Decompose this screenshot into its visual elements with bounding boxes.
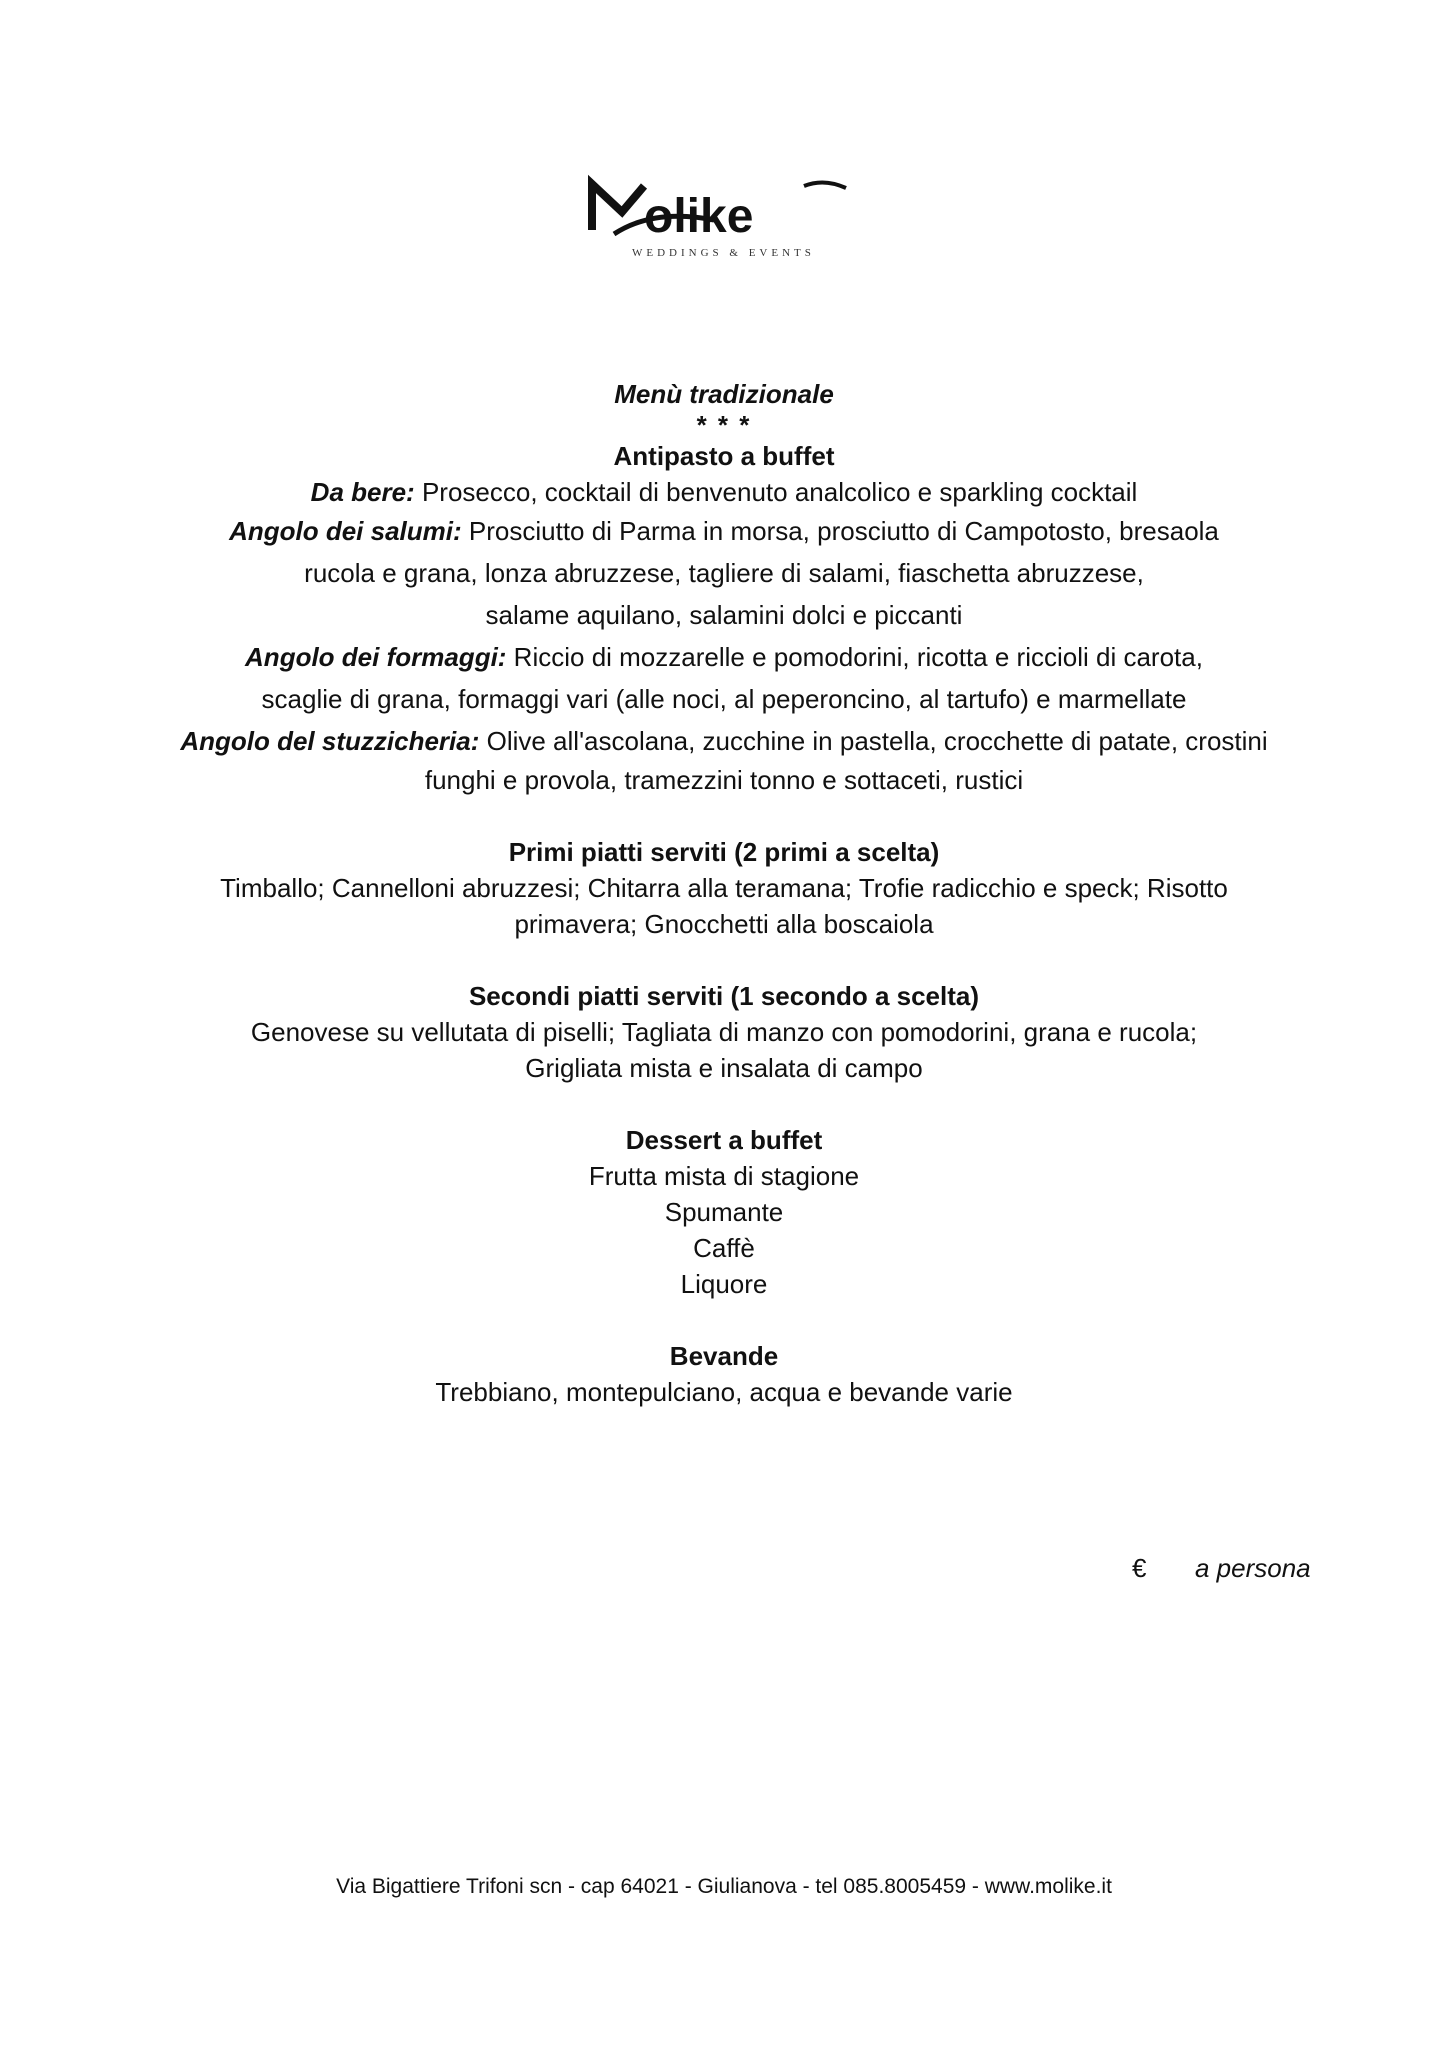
salumi-line-3: salame aquilano, salamini dolci e piccanti xyxy=(485,600,963,630)
primi-line-1: Timballo; Cannelloni abruzzesi; Chitarra alla teramana; Trofie radicchio e speck; Risotto xyxy=(220,873,1228,903)
stuzzicheria-text: Olive all'ascolana, zucchine in pastella, crocchette di patate, crostini xyxy=(479,726,1268,756)
dessert-item: Liquore xyxy=(680,1269,768,1299)
salumi-line-2: rucola e grana, lonza abruzzese, tagliere di salami, fiaschetta abruzzese, xyxy=(304,558,1144,588)
menu-title: Menù tradizionale xyxy=(614,379,834,409)
footer-address: Via Bigattiere Trifoni scn - cap 64021 - Giulianova - tel 085.8005459 - www.molike.it xyxy=(336,1875,1112,1898)
salumi-text: Prosciutto di Parma in morsa, prosciutto di Campotosto, bresaola xyxy=(461,516,1219,546)
stuzzicheria-label: Angolo del stuzzicheria: xyxy=(180,726,480,756)
logo-wordmark: olike xyxy=(644,190,754,243)
bere-text: Prosecco, cocktail di benvenuto analcolico e sparkling cocktail xyxy=(414,477,1138,507)
antipasto-formaggi xyxy=(150,636,1298,678)
secondi-heading: Secondi piatti serviti (1 secondo a scelta) xyxy=(468,981,980,1011)
stuzzicheria-line-2: funghi e provola, tramezzini tonno e sottaceti, rustici xyxy=(424,765,1024,795)
secondi-line-1: Genovese su vellutata di piselli; Tagliata di manzo con pomodorini, grana e rucola; xyxy=(250,1017,1198,1047)
primi-line-2: primavera; Gnocchetti alla boscaiola xyxy=(514,909,934,939)
formaggi-label: Angolo dei formaggi: xyxy=(245,642,507,672)
menu-separator: * * * xyxy=(696,410,752,440)
logo-tagline: WEDDINGS & EVENTS xyxy=(632,247,815,259)
dessert-heading: Dessert a buffet xyxy=(625,1125,823,1155)
molike-logo xyxy=(584,168,864,264)
salumi-label: Angolo dei salumi: xyxy=(229,516,462,546)
dessert-item: Frutta mista di stagione xyxy=(588,1161,860,1191)
dessert-item: Caffè xyxy=(693,1233,755,1263)
antipasto-salumi xyxy=(150,510,1298,552)
dessert-item: Spumante xyxy=(664,1197,784,1227)
logo xyxy=(0,168,1448,268)
antipasto-heading: Antipasto a buffet xyxy=(613,441,835,471)
menu xyxy=(150,376,1298,1410)
primi-heading: Primi piatti serviti (2 primi a scelta) xyxy=(508,837,940,867)
secondi-line-2: Grigliata mista e insalata di campo xyxy=(525,1053,923,1083)
bere-label: Da bere: xyxy=(310,477,415,507)
antipasto-bere xyxy=(150,474,1298,510)
bevande-heading: Bevande xyxy=(669,1341,779,1371)
formaggi-line-2: scaglie di grana, formaggi vari (alle noci, al peperoncino, al tartufo) e marmellate xyxy=(261,684,1187,714)
antipasto-stuzzicheria xyxy=(150,720,1298,762)
formaggi-text: Riccio di mozzarelle e pomodorini, ricotta e riccioli di carota, xyxy=(506,642,1203,672)
price-per-person: a persona xyxy=(1195,1553,1311,1583)
price-currency: € xyxy=(1132,1553,1147,1583)
bevande-line-1: Trebbiano, montepulciano, acqua e bevande varie xyxy=(435,1377,1013,1407)
